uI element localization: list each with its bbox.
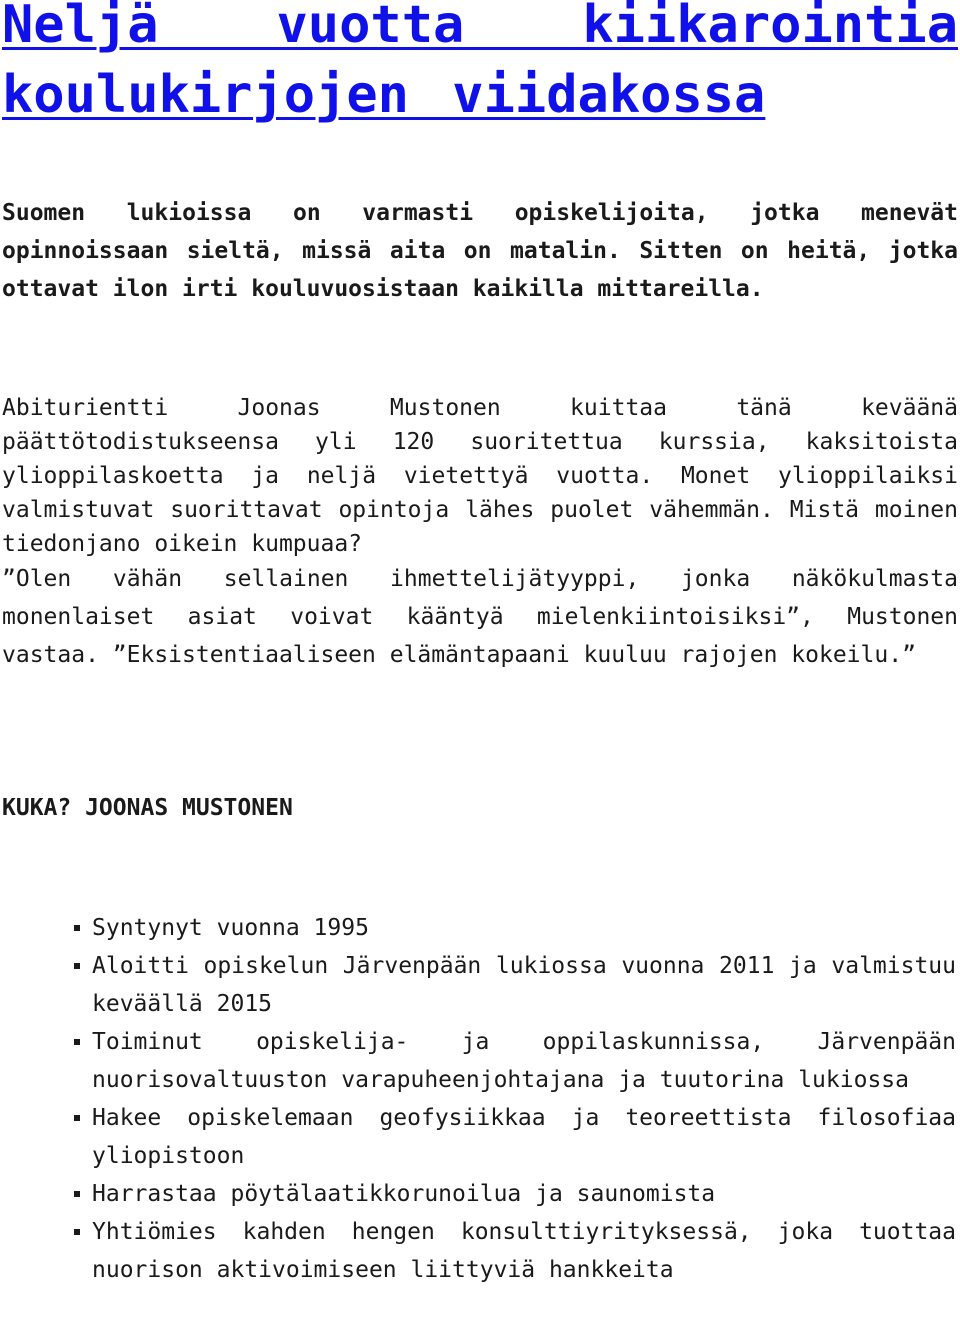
fact-text: Syntynyt vuonna 1995 [92, 915, 369, 941]
list-item [92, 1099, 956, 1175]
profile-heading: KUKA? JOONAS MUSTONEN [2, 795, 293, 821]
square-bullet-icon [74, 1039, 80, 1045]
square-bullet-icon [74, 925, 80, 931]
square-bullet-icon [74, 963, 80, 969]
list-item [92, 1175, 956, 1213]
list-item [92, 909, 956, 947]
article-quote-paragraph: ”Olen vähän sellainen ihmettelijätyyppi, jonka näkökulmasta monenlaiset asiat voivat kääntyä mielenkiintoisiksi”, Mustonen vastaa. ”Eksistentiaaliseen elämäntapaani kuuluu rajojen kokeilu.” [2, 566, 958, 668]
article-title-link[interactable]: Neljä vuotta kiikarointia koulukirjojen viidakossa [2, 0, 958, 125]
square-bullet-icon [74, 1115, 80, 1121]
fact-text: Toiminut opiskelija- ja oppilaskunnissa, Järvenpään nuorisovaltuuston varapuheenjohtajana ja tuutorina lukiossa [92, 1029, 956, 1093]
fact-text: Aloitti opiskelun Järvenpään lukiossa vuonna 2011 ja valmistuu keväällä 2015 [92, 953, 956, 1017]
article-paragraph: Abiturientti Joonas Mustonen kuittaa tänä keväänä päättötodistukseensa yli 120 suoritettua kurssia, kaksitoista ylioppilaskoetta ja neljä vietettyä vuotta. Monet ylioppilaiksi valmistuvat suorittavat opintoja lähes puolet vähemmän. Mistä moinen tiedonjano oikein kumpuaa? [2, 395, 958, 557]
list-item [92, 1213, 956, 1289]
fact-text: Yhtiömies kahden hengen konsulttiyrityksessä, joka tuottaa nuorison aktivoimiseen liittyviä hankkeita [92, 1219, 956, 1283]
fact-text: Hakee opiskelemaan geofysiikkaa ja teoreettista filosofiaa yliopistoon [92, 1105, 956, 1169]
profile-facts-list [92, 909, 956, 1289]
fact-text: Harrastaa pöytälaatikkorunoilua ja saunomista [92, 1181, 716, 1207]
square-bullet-icon [74, 1229, 80, 1235]
list-item [92, 947, 956, 1023]
square-bullet-icon [74, 1191, 80, 1197]
article-lead: Suomen lukioissa on varmasti opiskelijoita, jotka menevät opinnoissaan sieltä, missä aita on matalin. Sitten on heitä, jotka ottavat ilon irti kouluvuosistaan kaikilla mittareilla. [2, 200, 958, 302]
list-item [92, 1023, 956, 1099]
